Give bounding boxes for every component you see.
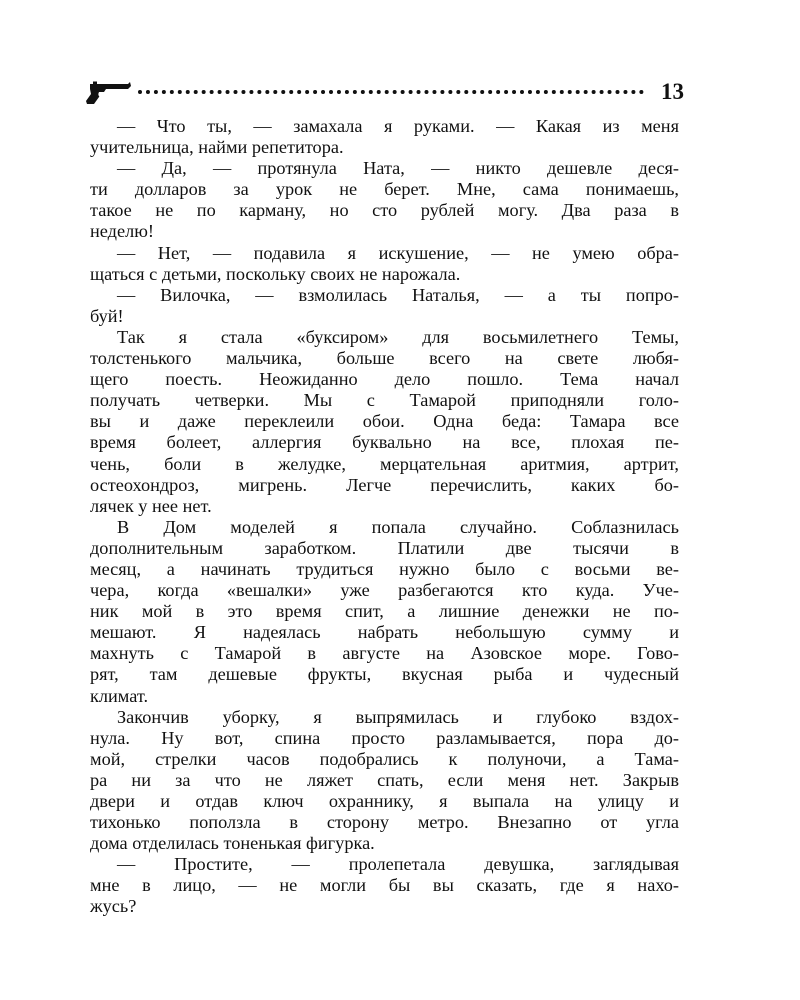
paragraph-1 [90,116,679,158]
text-line: такое не по карману, но сто рублей могу. Два раза в [90,200,679,221]
paragraph-7 [90,706,679,855]
paragraph-3 [90,242,679,285]
text-line: тихонько поползла в сторону метро. Внезапно от угла [90,812,679,833]
text-line: учительница, найми репетитора. [90,137,344,158]
text-body [90,116,679,918]
text-line: — Что ты, — замахала я руками. — Какая из меня [117,116,679,136]
revolver-icon [84,80,132,106]
text-line: Так я стала «буксиром» для восьмилетнего Темы, [117,326,679,347]
text-line: — Нет, — подавила я искушение, — не умею обра- [117,242,679,263]
paragraph-6 [90,516,679,707]
text-line: неделю! [90,221,154,242]
text-line: ти долларов за урок не берет. Мне, сама понимаешь, [90,179,679,200]
text-line: — Простите, — пролепетала девушка, заглядывая [117,854,679,875]
text-line: дома отделилась тоненькая фигурка. [90,833,375,854]
paragraph-8 [90,854,679,917]
text-line: — Да, — протянула Ната, — никто дешевле деся- [117,158,679,179]
text-line: рят, там дешевые фрукты, вкусная рыба и чудесный [90,664,679,685]
text-line: лячек у нее нет. [90,495,212,516]
paragraph-4 [90,284,679,327]
text-line: двери и отдав ключ охраннику, я выпала на улицу и [90,791,679,811]
running-header [84,80,684,108]
text-line: Закончив уборку, я выпрямилась и глубоко вздох- [117,706,679,727]
text-line: махнуть с Тамарой в августе на Азовское море. Гово- [90,643,679,664]
text-line: щего поесть. Неожиданно дело пошло. Тема начал [90,369,679,390]
paragraph-2 [90,158,679,242]
text-line: толстенького мальчика, больше всего на свете любя- [90,348,679,369]
page-number: 13 [661,79,684,104]
text-line: жусь? [90,896,137,917]
text-line: чера, когда «вешалки» уже разбегаются кто куда. Уче- [90,580,679,601]
text-line: вы и даже переклеили обои. Одна беда: Тамара все [90,411,679,432]
text-line: щаться с детьми, поскольку своих не нарожала. [90,263,461,284]
text-line: получать четверки. Мы с Тамарой приподняли голо- [90,390,679,411]
text-line: мешают. Я надеялась набрать небольшую сумму и [90,622,679,643]
header-dotted-rule [138,90,644,94]
text-line: климат. [90,685,149,706]
paragraph-5 [90,326,679,517]
text-line: дополнительным заработком. Платили две тысячи в [90,537,679,558]
text-line: буй! [90,305,124,326]
text-line: В Дом моделей я попала случайно. Соблазнилась [117,516,679,537]
text-line: остеохондроз, мигрень. Легче перечислить, каких бо- [90,474,679,495]
text-line: нула. Ну вот, спина просто разламывается, пора до- [90,727,679,748]
text-line: месяц, а начинать трудиться нужно было с восьми ве- [90,558,679,579]
text-line: — Вилочка, — взмолилась Наталья, — а ты попро- [117,284,679,305]
text-line: чень, боли в желудке, мерцательная аритмия, артрит, [90,453,679,474]
text-line: время болеет, аллергия буквально на все, плохая пе- [90,432,679,453]
text-line: ра ни за что не ляжет спать, если меня нет. Закрыв [90,769,679,790]
text-line: мой, стрелки часов подобрались к полуночи, а Тама- [90,748,679,769]
text-line: мне в лицо, — не могли бы вы сказать, где я нахо- [90,875,679,896]
text-line: ник мой в это время спит, а лишние денежки не по- [90,601,679,622]
